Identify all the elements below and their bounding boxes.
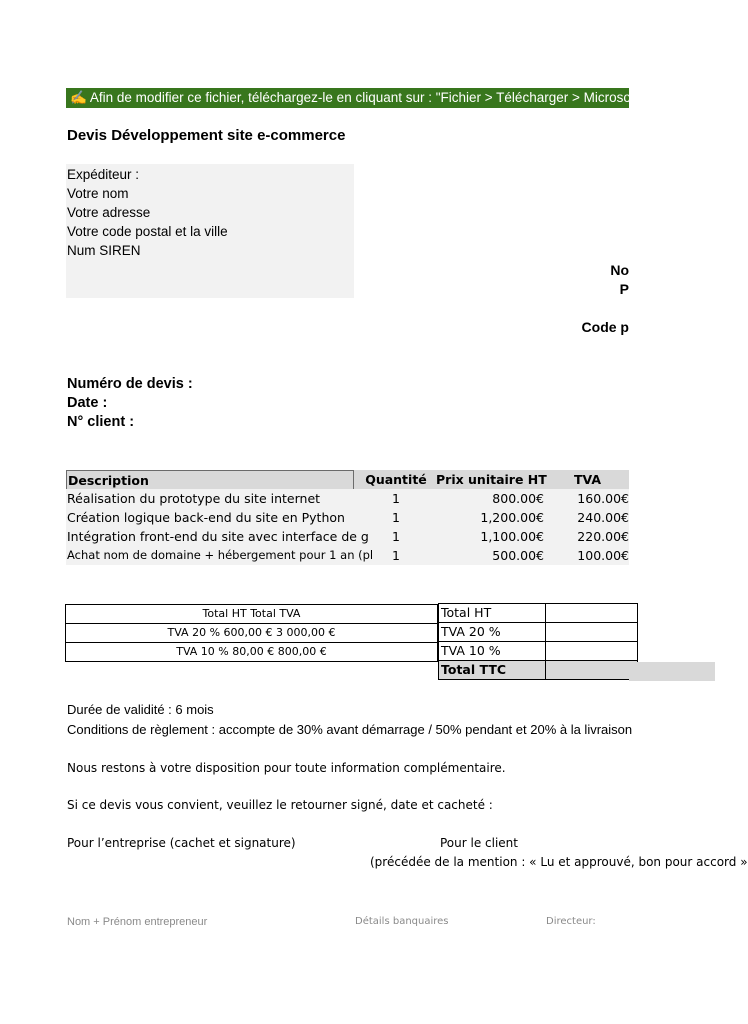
row-vat: 240.00€ — [577, 510, 629, 525]
tva20-label: TVA 20 % — [439, 623, 546, 642]
row-vat: 220.00€ — [577, 529, 629, 544]
row-quantity: 1 — [392, 548, 400, 563]
row-quantity: 1 — [392, 510, 400, 525]
document-title: Devis Développement site e-commerce — [67, 127, 346, 144]
row-unit-price: 1,100.00€ — [480, 529, 544, 544]
sender-siren: Num SIREN — [67, 243, 141, 258]
footer-entrepreneur-name: Nom + Prénom entrepreneur — [67, 916, 208, 928]
total-ttc-overflow — [629, 662, 715, 681]
column-header-description: Description — [66, 470, 354, 490]
sender-postal-city: Votre code postal et la ville — [67, 224, 228, 239]
sender-address: Votre adresse — [67, 205, 151, 220]
quote-date-label: Date : — [67, 395, 108, 411]
recipient-block — [560, 262, 629, 352]
company-signature-label: Pour l’entreprise (cachet et signature) — [67, 836, 296, 850]
total-ttc-label: Total TTC — [439, 661, 546, 680]
row-vat: 160.00€ — [577, 491, 629, 506]
totals-block — [438, 603, 629, 683]
vat-summary-table — [65, 604, 438, 662]
row-unit-price: 1,200.00€ — [480, 510, 544, 525]
recipient-name: No — [610, 262, 629, 278]
vat-summary-header: Total HT Total TVA — [66, 605, 438, 624]
vat-summary-row-20: TVA 20 % 600,00 € 3 000,00 € — [66, 624, 438, 643]
tva20-value — [546, 623, 638, 642]
quote-number-label: Numéro de devis : — [67, 376, 193, 392]
tva10-value — [546, 642, 638, 661]
total-ttc-value — [546, 661, 638, 680]
row-quantity: 1 — [392, 529, 400, 544]
footer-bank-details: Détails banquaires — [355, 916, 449, 927]
sign-request-text: Si ce devis vous convient, veuillez le retourner signé, date et cacheté : — [67, 798, 493, 812]
footer-director: Directeur: — [546, 916, 596, 927]
vat-summary-row-10: TVA 10 % 80,00 € 800,00 € — [66, 643, 438, 662]
column-header-vat: TVA — [573, 472, 602, 487]
edit-instructions-banner: ✍️ Afin de modifier ce fichier, téléchargez-le en cliquant sur : "Fichier > Télécharger > Microsoft Excel" — [66, 88, 629, 108]
row-unit-price: 800.00€ — [492, 491, 544, 506]
validity-text: Durée de validité : 6 mois — [67, 702, 214, 717]
availability-text: Nous restons à votre disposition pour toute information complémentaire. — [67, 761, 506, 775]
tva10-label: TVA 10 % — [439, 642, 546, 661]
row-vat: 100.00€ — [577, 548, 629, 563]
row-description: Réalisation du prototype du site internet — [67, 491, 321, 506]
sender-name: Votre nom — [67, 186, 129, 201]
row-description: Intégration front-end du site avec interface de g — [67, 529, 369, 544]
column-header-unit-price: Prix unitaire HT — [436, 472, 547, 487]
column-header-quantity: Quantité — [365, 472, 427, 487]
recipient-postal-code: Code p — [581, 319, 629, 335]
recipient-line2: P — [619, 281, 629, 297]
sender-label: Expéditeur : — [67, 167, 140, 182]
client-signature-label: Pour le client — [440, 836, 518, 850]
payment-terms-text: Conditions de règlement : accompte de 30% avant démarrage / 50% pendant et 20% à la livraison — [67, 722, 633, 737]
total-ht-value — [546, 604, 638, 623]
client-mention-text: (précédée de la mention : « Lu et approuvé, bon pour accord » — [370, 855, 748, 869]
row-quantity: 1 — [392, 491, 400, 506]
row-unit-price: 500.00€ — [492, 548, 544, 563]
client-number-label: N° client : — [67, 414, 135, 430]
sender-block — [66, 164, 354, 298]
row-description: Achat nom de domaine + hébergement pour 1 an (pl — [67, 548, 374, 562]
row-description: Création logique back-end du site en Python — [67, 510, 345, 525]
total-ht-label: Total HT — [439, 604, 546, 623]
